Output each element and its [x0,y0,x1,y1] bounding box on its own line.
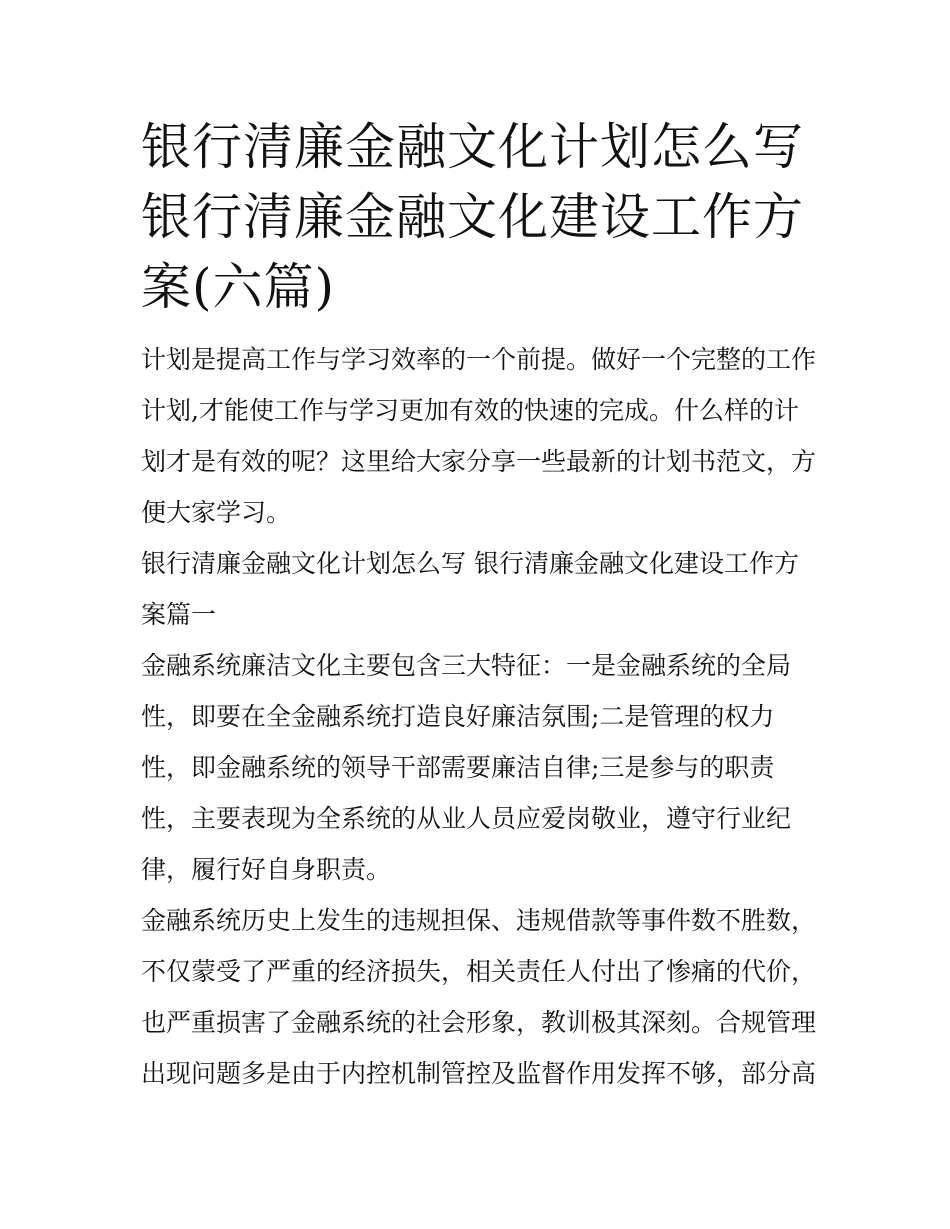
text-line: 也严重损害了金融系统的社会形象，教训极其深刻。合规管理 [141,1008,817,1037]
text-line: 计划,才能使工作与学习更加有效的快速的完成。什么样的计 [141,396,799,425]
text-line: 案篇一 [141,600,217,629]
intro-paragraph [141,334,821,538]
body-paragraph-2 [141,895,821,1099]
section-heading [141,538,821,640]
text-line: 银行清廉金融文化计划怎么写 银行清廉金融文化建设工作方 [141,549,799,578]
text-line: 性，即要在全金融系统打造良好廉洁氛围;二是管理的权力 [141,702,775,731]
text-line: 金融系统廉洁文化主要包含三大特征：一是金融系统的全局 [141,651,792,680]
text-line: 便大家学习。 [141,498,292,527]
title-line: 案(六篇) [141,258,336,316]
text-line: 律，履行好自身职责。 [141,855,392,884]
text-line: 不仅蒙受了严重的经济损失，相关责任人付出了惨痛的代价， [141,957,817,986]
text-line: 金融系统历史上发生的违规担保、违规借款等事件数不胜数， [141,906,817,935]
text-line: 性，即金融系统的领导干部需要廉洁自律;三是参与的职责 [141,753,775,782]
document-page [141,112,821,1099]
title-line: 银行清廉金融文化建设工作方 [141,188,804,246]
text-line: 计划是提高工作与学习效率的一个前提。做好一个完整的工作 [141,345,817,374]
text-line: 性，主要表现为全系统的从业人员应爱岗敬业，遵守行业纪 [141,804,792,833]
document-title [141,112,821,322]
text-line: 划才是有效的呢？这里给大家分享一些最新的计划书范文，方 [141,447,817,476]
title-line: 银行清廉金融文化计划怎么写 [141,118,804,176]
body-paragraph-1 [141,640,821,895]
text-line: 出现问题多是由于内控机制管控及监督作用发挥不够，部分高 [141,1059,817,1088]
